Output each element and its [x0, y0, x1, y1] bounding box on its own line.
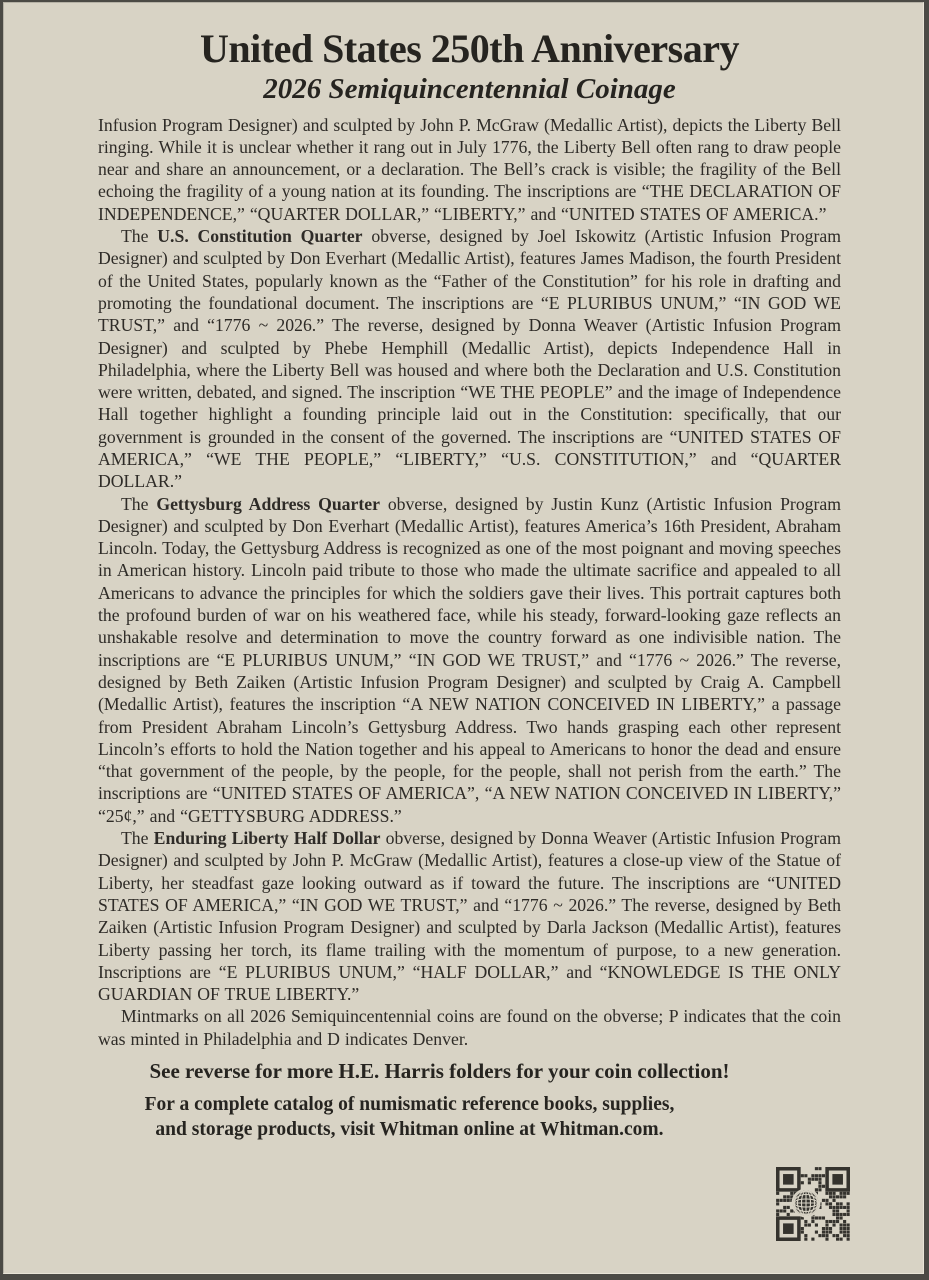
paragraph-lead: The: [121, 828, 154, 849]
paragraph-gettysburg-address-quarter: [98, 493, 841, 827]
catalog-note: [98, 1093, 841, 1142]
page-title: United States 250th Anniversary: [200, 26, 739, 71]
paragraph-us-constitution-quarter: [98, 225, 841, 493]
paragraph-text: obverse, designed by Donna Weaver (Artistic Infusion Program Designer) and sculpted by John P. McGraw (Medallic Artist), features a close-up view of the Statue of Liberty, her steadfast gaze looking outward as if toward the future. The inscriptions are “UNITED STATES OF AMERICA,” “IN GOD WE TRUST,” and “1776 ~ 2026.” The reverse, designed by Beth Zaiken (Artistic Infusion Program Designer) and sculpted by Darla Jackson (Medallic Artist), features Liberty passing her torch, its flame trailing with the momentum of purpose, to a new generation. Inscriptions are “E PLURIBUS UNUM,” “HALF DOLLAR,” and “KNOWLEDGE IS THE ONLY GUARDIAN OF TRUE LIBERTY.”: [98, 828, 841, 1005]
paragraph-enduring-liberty-half-dollar: [98, 827, 841, 1005]
page-subtitle: 2026 Semiquincentennial Coinage: [263, 73, 676, 106]
paragraph-lead: The: [121, 493, 157, 514]
paragraph-lead: The: [121, 226, 158, 247]
paragraph-text: Mintmarks on all 2026 Semiquincentennial coins are found on the obverse; P indicates that the coin was minted in Philadelphia and D indicates Denver.: [98, 1006, 841, 1049]
coin-folder-back-page: [3, 2, 924, 1274]
coin-name-enduring-liberty-half-dollar: Enduring Liberty Half Dollar: [153, 828, 381, 849]
qr-code-icon: [776, 1167, 850, 1241]
see-reverse-note: See reverse for more H.E. Harris folders for your coin collection!: [149, 1059, 730, 1083]
paragraph-text: obverse, designed by Joel Iskowitz (Artistic Infusion Program Designer) and sculpted by Don Everhart (Medallic Artist), features James Madison, the fourth President of the United States, popularly known as the “Father of the Constitution” for his role in drafting and promoting the foundational document. The inscriptions are “E PLURIBUS UNUM,” “IN GOD WE TRUST,” and “1776 ~ 2026.” The reverse, designed by Donna Weaver (Artistic Infusion Program Designer) and sculpted by Phebe Hemphill (Medallic Artist), depicts Independence Hall in Philadelphia, where the Liberty Bell was housed and where both the Declaration and U.S. Constitution were written, debated, and signed. The inscription “WE THE PEOPLE” and the image of Independence Hall together highlight a founding principle laid out in the Constitution: specifically, that our government is grounded in the consent of the governed. The inscriptions are “UNITED STATES OF AMERICA,” “WE THE PEOPLE,” “LIBERTY,” “U.S. CONSTITUTION,” and “QUARTER DOLLAR.”: [98, 226, 842, 492]
footer: [98, 1059, 841, 1142]
coin-name-us-constitution-quarter: U.S. Constitution Quarter: [157, 226, 363, 247]
paragraph-text: obverse, designed by Justin Kunz (Artistic Infusion Program Designer) and sculpted by Don Everhart (Medallic Artist), features America’s 16th President, Abraham Lincoln. Today, the Gettysburg Address is recognized as one of the most poignant and moving speeches in American history. Lincoln paid tribute to those who made the ultimate sacrifice and appealed to all Americans to advance the principles for which the soldiers gave their lives. This portrait captures both the profound burden of war on his weathered face, while his steady, forward-looking gaze reflects an unshakable resolve and determination to move the country forward as one indivisible nation. The inscriptions are “E PLURIBUS UNUM,” “IN GOD WE TRUST,” and “1776 ~ 2026.” The reverse, designed by Beth Zaiken (Artistic Infusion Program Designer) and sculpted by Craig A. Campbell (Medallic Artist), features the inscription “A NEW NATION CONCEIVED IN LIBERTY,” a passage from President Abraham Lincoln’s Gettysburg Address. Two hands grasping each other represent Lincoln’s efforts to hold the Nation together and his appeal to Americans to honor the dead and ensure “that government of the people, by the people, for the people, shall not perish from the earth.” The inscriptions are “UNITED STATES OF AMERICA”, “A NEW NATION CONCEIVED IN LIBERTY,” “25¢,” and “GETTYSBURG ADDRESS.”: [98, 493, 842, 826]
catalog-line-1: For a complete catalog of numismatic reference books, supplies,: [144, 1094, 675, 1115]
catalog-line-2: and storage products, visit Whitman online at Whitman.com.: [155, 1118, 664, 1140]
coin-name-gettysburg-address-quarter: Gettysburg Address Quarter: [156, 493, 380, 514]
body-text: [98, 114, 841, 1050]
paragraph-text: Infusion Program Designer) and sculpted by John P. McGraw (Medallic Artist), depicts the Liberty Bell ringing. While it is unclear whether it rang out in July 1776, the Liberty Bell often rang to draw people near and share an announcement, or a declaration. The Bell’s crack is visible; the fragility of the Bell echoing the fragility of a young nation at its founding. The inscriptions are “THE DECLARATION OF INDEPENDENCE,” “QUARTER DOLLAR,” “LIBERTY,” and “UNITED STATES OF AMERICA.”: [98, 114, 841, 224]
page-content: [3, 2, 924, 1142]
paragraph-liberty-bell: [98, 114, 841, 225]
paragraph-mintmarks: [98, 1005, 841, 1050]
